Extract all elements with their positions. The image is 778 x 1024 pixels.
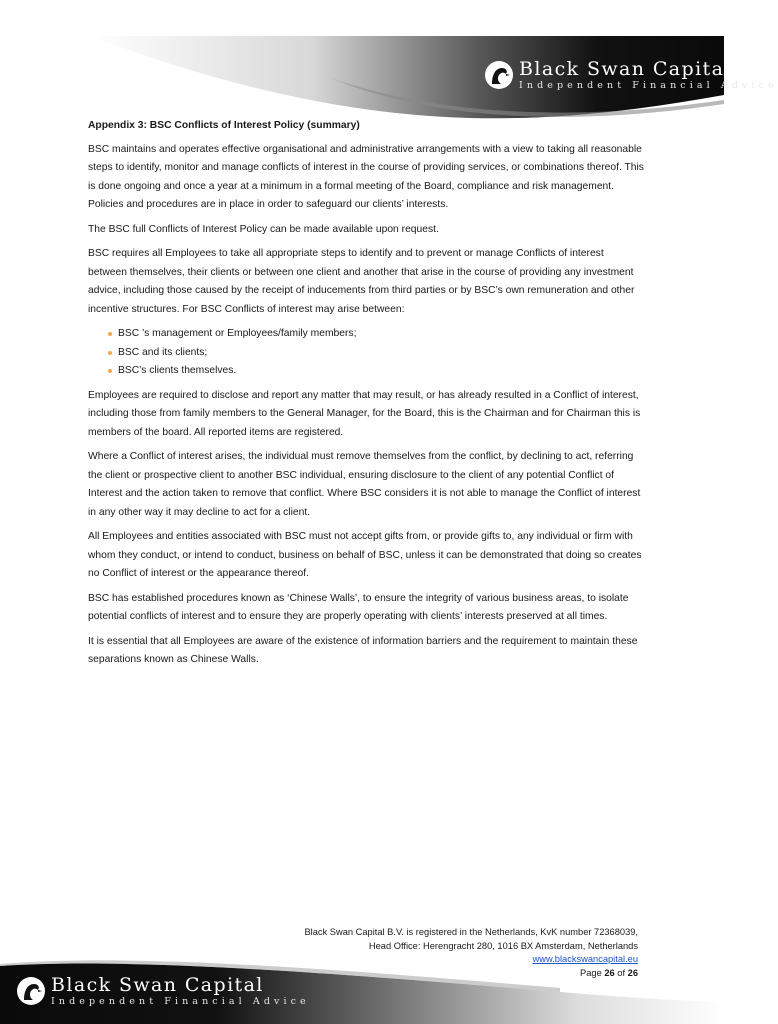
list-item [118, 362, 644, 381]
paragraph: Where a Conflict of interest arises, the individual must remove themselves from the conflict, by declining to act, referring the client or prospective client to another BSC individual, ensuring disclosure to the client of any potential Conflict of Interest and the action taken to remove that conflict. Where BSC considers it is not able to manage the Conflict of interest in any other way it may decline to act for a client. [88, 451, 641, 518]
swan-icon [484, 60, 514, 90]
page-current: 26 [604, 967, 615, 978]
list-item [118, 344, 644, 363]
swan-icon [16, 976, 46, 1006]
paragraph: All Employees and entities associated with BSC must not accept gifts from, or provide gifts to, any individual or firm with whom they conduct, or intend to conduct, business on behalf of BSC, unless it can be demonstrated that doing so creates no Conflict of interest or the appearance thereof. [88, 531, 642, 579]
bullet-icon [108, 369, 112, 373]
page-total: 26 [627, 967, 638, 978]
header-logo [484, 60, 778, 91]
paragraph: BSC requires all Employees to take all appropriate steps to identify and to prevent or manage Conflicts of interest between themselves, their clients or between one client and another that arise in the course of providing any investment advice, including those caused by the receipt of inducements from third parties or by BSC’s own remuneration and other incentive structures. For BSC Conflicts of interest may arise between: [88, 248, 635, 315]
paragraph: BSC has established procedures known as ‘Chinese Walls’, to ensure the integrity of various business areas, to isolate potential conflicts of interest and to ensure they are properly operating with clients’ interests preserved at all times. [88, 592, 629, 622]
bullet-icon [108, 351, 112, 355]
list-item [118, 325, 644, 344]
website-link[interactable]: www.blackswancapital.eu [532, 954, 638, 964]
paragraph: BSC maintains and operates effective organisational and administrative arrangements with a view to taking all reasonable steps to identify, monitor and manage conflicts of interest in the course of providing services, or combinations thereof. This is done ongoing and once a year at a minimum in a formal meeting of the Board, compliance and risk management. Policies and procedures are in place in order to safeguard our clients’ interests. [88, 143, 644, 210]
footer-logo [16, 976, 310, 1007]
list-item-text: BSC ’s management or Employees/family members; [118, 328, 357, 339]
footer-info [304, 926, 638, 980]
footer-brand-name: Black Swan Capital [51, 974, 264, 996]
registration-text: Black Swan Capital B.V. is registered in the Netherlands, KvK number 72368039, [304, 927, 638, 937]
paragraph: Employees are required to disclose and report any matter that may result, or has already resulted in a Conflict of interest, including those from family members to the General Manager, for the Board, this is the Chairman and for Chairman this is members of the board. All reported items are registered. [88, 389, 641, 438]
paragraph: It is essential that all Employees are aware of the existence of information barriers and the requirement to maintain these separations known as Chinese Walls. [88, 635, 638, 665]
paragraph: The BSC full Conflicts of Interest Policy can be made available upon request. [88, 223, 439, 235]
address-text: Head Office: Herengracht 280, 1016 BX Amsterdam, Netherlands [368, 940, 638, 951]
bullet-icon [108, 332, 112, 336]
section-heading: Appendix 3: BSC Conflicts of Interest Policy (summary) [88, 120, 360, 131]
page-of: of [617, 967, 626, 978]
list-item-text: BSC’s clients themselves. [118, 365, 237, 376]
list-item-text: BSC and its clients; [118, 346, 208, 358]
footer-tagline: Independent Financial Advice [51, 996, 310, 1007]
header-brand-name: Black Swan Capital [519, 58, 732, 80]
header-tagline: Independent Financial Advice [519, 80, 778, 91]
bullet-list [88, 325, 644, 381]
page-label: Page [580, 967, 602, 978]
document-body [88, 117, 644, 676]
page-number [304, 967, 638, 981]
